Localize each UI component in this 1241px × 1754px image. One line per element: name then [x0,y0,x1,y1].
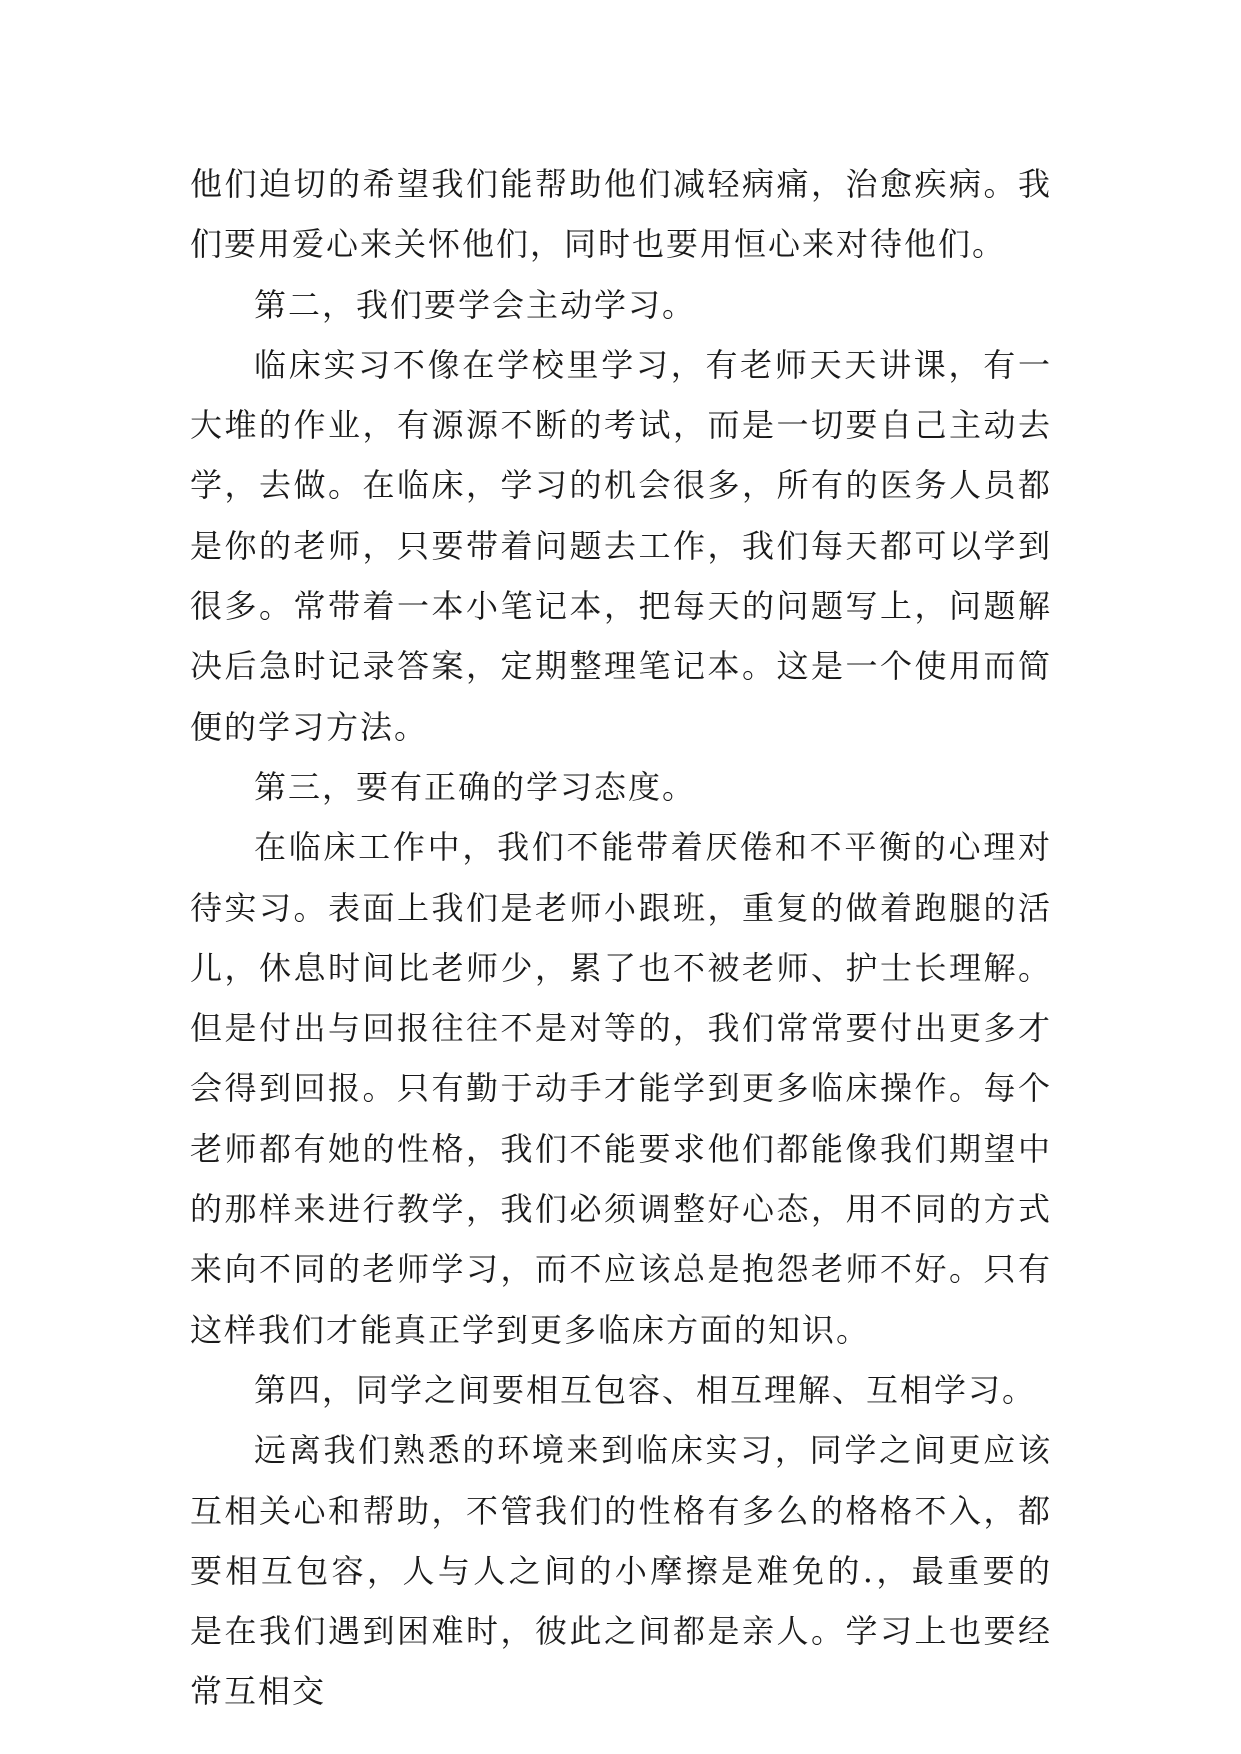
paragraph-5: 在临床工作中，我们不能带着厌倦和不平衡的心理对待实习。表面上我们是老师小跟班，重复的做着跑腿的活儿，休息时间比老师少，累了也不被老师、护士长理解。但是付出与回报往往不是对等的，我们常常要付出更多才会得到回报。只有勤于动手才能学到更多临床操作。每个老师都有她的性格，我们不能要求他们都能像我们期望中的那样来进行教学，我们必须调整好心态，用不同的方式来向不同的老师学习，而不应该总是抱怨老师不好。只有这样我们才能真正学到更多临床方面的知识。 [190,828,1052,1349]
paragraph-7: 远离我们熟悉的环境来到临床实习，同学之间更应该互相关心和帮助，不管我们的性格有多么的格格不入，都要相互包容，人与人之间的小摩擦是难免的.，最重要的是在我们遇到困难时，彼此之间都是亲人。学习上也要经常互相交 [190,1431,1052,1711]
paragraph-1: 他们迫切的希望我们能帮助他们减轻病痛，治愈疾病。我们要用爱心来关怀他们，同时也要用恒心来对待他们。 [190,165,1052,264]
document-body [190,154,1052,1722]
paragraph-6: 第四，同学之间要相互包容、相互理解、互相学习。 [254,1370,1037,1409]
paragraph-4: 第三，要有正确的学习态度。 [254,767,697,806]
paragraph-2: 第二，我们要学会主动学习。 [254,285,697,324]
paragraph-3: 临床实习不像在学校里学习，有老师天天讲课，有一大堆的作业，有源源不断的考试，而是一切要自己主动去学，去做。在临床，学习的机会很多，所有的医务人员都是你的老师，只要带着问题去工作，我们每天都可以学到很多。常带着一本小笔记本，把每天的问题写上，问题解决后急时记录答案，定期整理笔记本。这是一个使用而简便的学习方法。 [190,345,1052,746]
